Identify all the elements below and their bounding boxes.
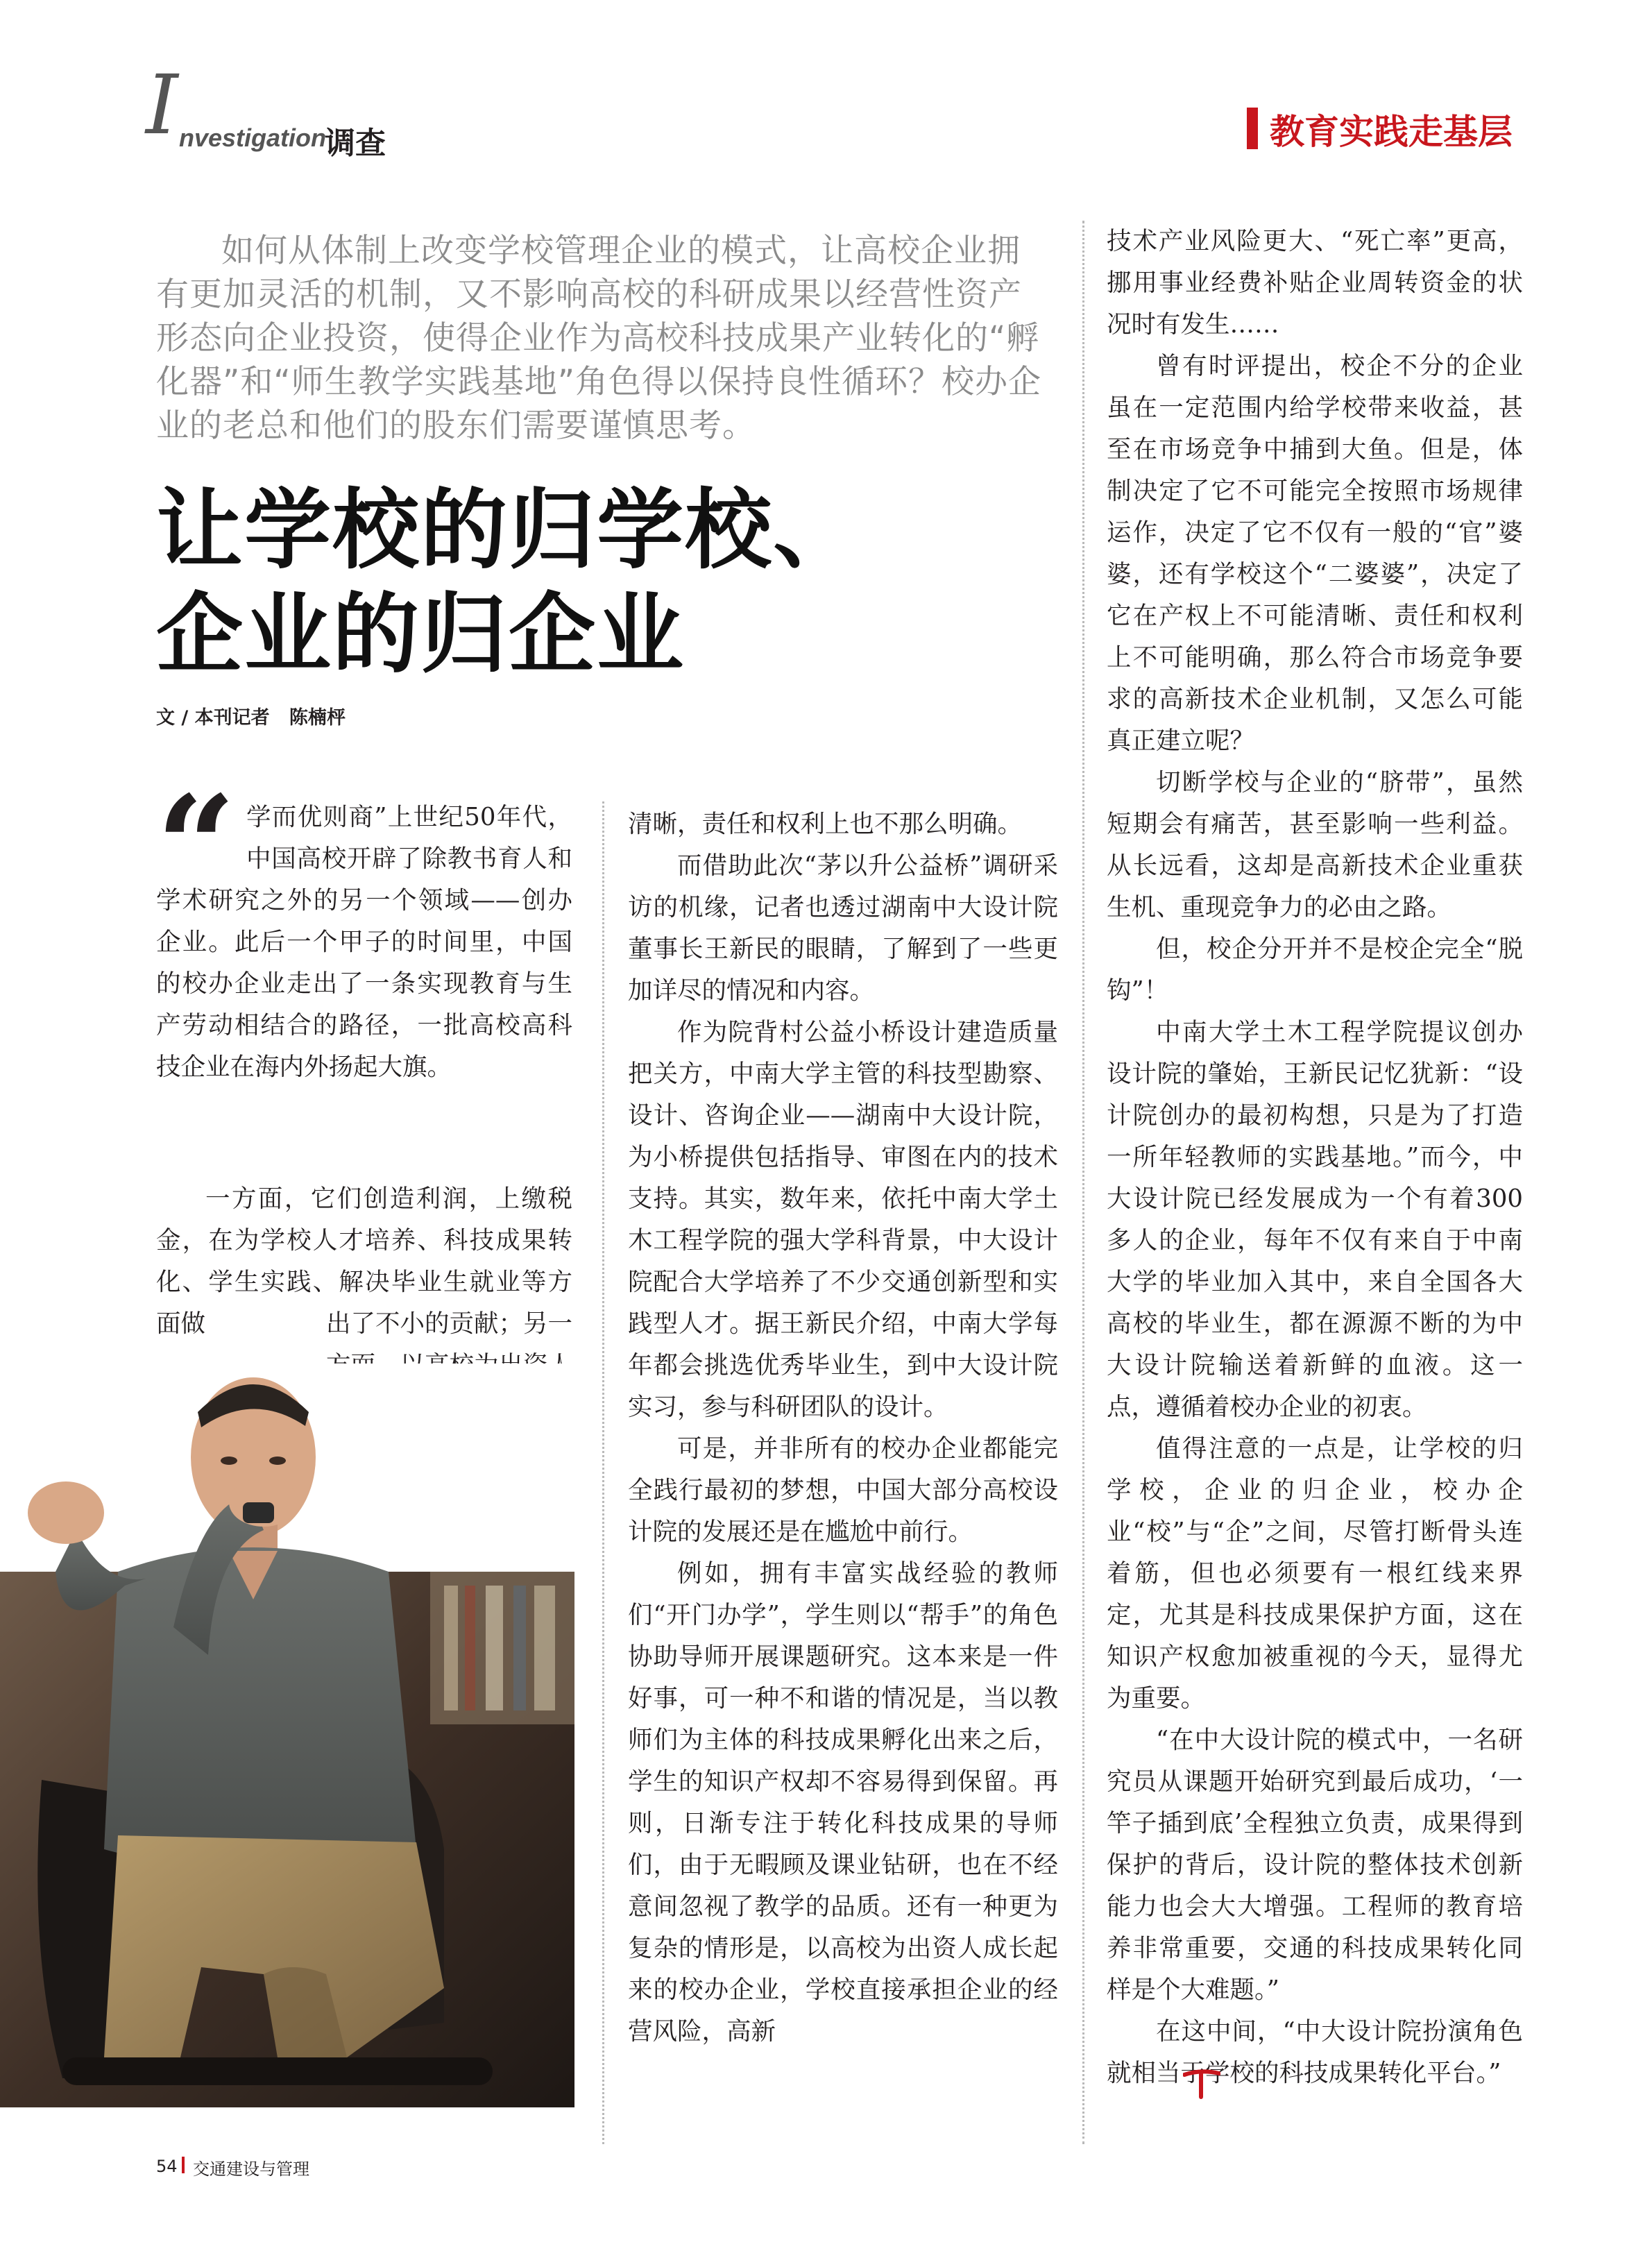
col3-paragraph-7: “在中大设计院的模式中，一名研究员从课题开始研究到最后成功，‘一竿子插到底’全程独立负责，成果得到保护的背后，设计院的整体技术创新能力也会大大增强。工程师的教育培养非常重要，交通的科技成果转化同样是个大难题。” [1107, 1726, 1523, 2004]
column-rule-1 [602, 801, 604, 2144]
section-accent-bar [1247, 108, 1258, 149]
col3-paragraph-8: 在这中间，“中大设计院扮演角色就相当于学校的科技成果转化平台。” [1107, 2017, 1523, 2087]
byline: 文 / 本刊记者 陈楠枰 [156, 707, 346, 729]
section-title: 教育实践走基层 [1270, 112, 1513, 152]
col1-paragraph-2a: 一方面，它们创造利润，上缴税金，在为学校人才培养、科技成果转化、学生实践、解决毕业生就业等方面做 [156, 1184, 572, 1338]
column-2 [628, 804, 1058, 2053]
interview-photo [0, 1364, 574, 2107]
lead-paragraph: 如何从体制上改变学校管理企业的模式，让高校企业拥有更加灵活的机制，又不影响高校的科研成果以经营性资产形态向企业投资，使得企业作为高校科技成果产业转化的“孵化器”和“师生教学实践基地”角色得以保持良性循环？校办企业的老总和他们的股东们需要谨慎思考。 [156, 232, 1042, 445]
col2-paragraph-2: 而借助此次“茅以升公益桥”调研采访的机缘，记者也透过湖南中大设计院董事长王新民的眼睛，了解到了一些更加详尽的情况和内容。 [628, 851, 1058, 1005]
header-chinese-label: 调查 [325, 126, 386, 161]
col1-paragraph-1: 学而优则商”上世纪50年代，中国高校开辟了除教书育人和学术研究之外的另一个领域——创办企业。此后一个甲子的时间里，中国的校办企业走出了一条实现教育与生产劳动相结合的路径，一批高校高科技企业在海内外扬起大旗。 [156, 803, 572, 1081]
col3-paragraph-5: 中南大学土木工程学院提议创办设计院的肇始，王新民记忆犹新：“设计院创办的最初构想，只是为了打造一所年轻教师的实践基地。”而今，中大设计院已经发展成为一个有着300多人的企业，每年不仅有来自于中南大学的毕业加入其中，来自全国各大高校的毕业生，都在源源不断的为中大设计院输送着新鲜的血液。这一点，遵循着校办企业的初衷。 [1107, 1018, 1523, 1421]
page-number: 54 [156, 2157, 178, 2176]
col1-paragraph-2b: 出了不小的贡献；另一 [326, 1309, 573, 1338]
photo-illustration [0, 1364, 574, 2107]
col3-paragraph-1: 技术产业风险更大、“死亡率”更高，挪用事业经费补贴企业周转资金的状况时有发生…… [1107, 227, 1523, 339]
col2-paragraph-1: 清晰，责任和权利上也不那么明确。 [628, 810, 1023, 838]
quote-mark-icon: “ [156, 765, 237, 928]
header-initial-letter: I [146, 57, 178, 153]
col2-paragraph-4: 可是，并非所有的校办企业都能完全践行最初的梦想，中国大部分高校设计院的发展还是在尴尬中前行。 [628, 1434, 1058, 1546]
magazine-name: 交通建设与管理 [193, 2159, 309, 2179]
col2-paragraph-3: 作为院背村公益小桥设计建造质量把关方，中南大学主管的科技型勘察、设计、咨询企业——湖南中大设计院，为小桥提供包括指导、审图在内的技术支持。其实，数年来，依托中南大学土木工程学院的强大学科背景，中大设计院配合大学培养了不少交通创新型和实践型人才。据王新民介绍，中南大学每年都会挑选优秀毕业生，到中大设计院实习，参与科研团队的设计。 [628, 1018, 1058, 1421]
article-title [156, 479, 861, 687]
column-rule-2 [1082, 221, 1084, 2144]
header-english-label: nvestigation [179, 124, 327, 152]
col2-paragraph-5: 例如，拥有丰富实战经验的教师们“开门办学”，学生则以“帮手”的角色协助导师开展课题研究。这本来是一件好事，可一种不和谐的情况是，当以教师们为主体的科技成果孵化出来之后，学生的知识产权却不容易得到保留。再则，日渐专注于转化科技成果的导师们，由于无暇顾及课业钻研，也在不经意间忽视了教学的品质。还有一种更为复杂的情形是，以高校为出资人成长起来的校办企业，学校直接承担企业的经营风险，高新 [628, 1559, 1058, 2046]
end-mark-icon [1183, 2069, 1220, 2103]
title-line-2: 企业的归企业 [156, 584, 685, 685]
title-line-1: 让学校的归学校、 [156, 480, 861, 581]
col3-paragraph-6: 值得注意的一点是，让学校的归学校，企业的归企业，校办企业“校”与“企”之间，尽管打断骨头连着筋，但也必须要有一根红线来界定，尤其是科技成果保护方面，这在知识产权愈加被重视的今天，显得尤为重要。 [1107, 1434, 1523, 1713]
col3-paragraph-3: 切断学校与企业的“脐带”，虽然短期会有痛苦，甚至影响一些利益。从长远看，这却是高新技术企业重获生机、重现竞争力的必由之路。 [1107, 768, 1523, 922]
col3-paragraph-4: 但，校企分开并不是校企完全“脱钩”！ [1107, 935, 1523, 1005]
col3-paragraph-2: 曾有时评提出，校企不分的企业虽在一定范围内给学校带来收益，甚至在市场竞争中捕到大鱼。但是，体制决定了它不可能完全按照市场规律运作，决定了它不仅有一般的“官”婆婆，还有学校这个“二婆婆”，决定了它在产权上不可能清晰、责任和权利上不可能明确，那么符合市场竞争要求的高新技术企业机制，又怎么可能真正建立呢？ [1107, 352, 1523, 755]
footer-accent-bar [182, 2157, 185, 2173]
column-3 [1107, 221, 1523, 2094]
